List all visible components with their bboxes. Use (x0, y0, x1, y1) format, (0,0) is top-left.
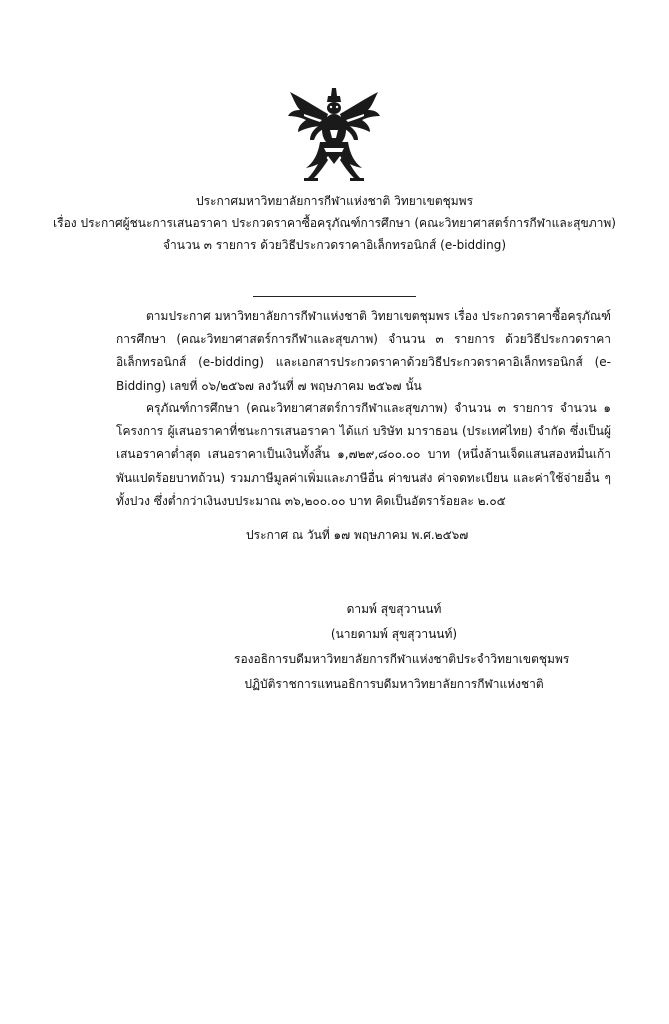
signer-acting: ปฏิบัติราชการแทนอธิการบดีมหาวิทยาลัยการกีฬาแห่งชาติ (244, 677, 544, 691)
doc-title: ประกาศมหาวิทยาลัยการกีฬาแห่งชาติ วิทยาเขตชุมพร (195, 194, 474, 208)
signer-position: รองอธิการบดีมหาวิทยาลัยการกีฬาแห่งชาติประจำวิทยาเขตชุมพร (234, 652, 570, 666)
body-paragraph-1 (116, 305, 611, 398)
divider (253, 296, 416, 297)
doc-subject-cont: จำนวน ๓ รายการ ด้วยวิธีประกวดราคาอิเล็กทรอนิกส์ (e-bidding) (162, 238, 507, 252)
paragraph-text: ตามประกาศ มหาวิทยาลัยการกีฬาแห่งชาติ วิทยาเขตชุมพร เรื่อง ประกวดราคาซื้อครุภัณฑ์การศึกษา (คณะวิทยาศาสตร์การกีฬาและสุขภาพ) จำนวน ๓ รายการ ด้วยวิธีประกวดราคาอิเล็กทรอนิกส์ (e-bidding) และเอกสารประกวดราคาด้วยวิธีประกวดราคาอิเล็กทรอนิกส์ (e-Bidding) เลขที่ ๐๖/๒๕๖๗ ลงวันที่ ๗ พฤษภาคม ๒๕๖๗ นั้น (116, 309, 611, 393)
garuda-emblem-icon (284, 84, 384, 184)
paragraph-text: ครุภัณฑ์การศึกษา (คณะวิทยาศาสตร์การกีฬาและสุขภาพ) จำนวน ๓ รายการ จำนวน ๑ โครงการ ผู้เสนอราคาที่ชนะการเสนอราคา ได้แก่ บริษัท มาราธอน (ประเทศไทย) จำกัด ซึ่งเป็นผู้เสนอราคาต่ำสุด เสนอราคาเป็นเงินทั้งสิ้น ๑,๗๒๙,๘๐๐.๐๐ บาท (หนึ่งล้านเจ็ดแสนสองหมื่นเก้าพันแปดร้อยบาทถ้วน) รวมภาษีมูลค่าเพิ่มและภาษีอื่น ค่าขนส่ง ค่าจดทะเบียน และค่าใช้จ่ายอื่น ๆ ทั้งปวง ซึ่งต่ำกว่าเงินงบประมาณ ๓๖,๒๐๐.๐๐ บาท คิดเป็นอัตราร้อยละ ๒.๐๕ (116, 401, 611, 508)
body-paragraph-2 (116, 397, 611, 513)
signer-full-name: (นายดามพ์ สุขสุวานนท์) (330, 627, 458, 641)
signed-name: ดามพ์ สุขสุวานนท์ (346, 602, 442, 616)
doc-subject: เรื่อง ประกาศผู้ชนะการเสนอราคา ประกวดราคาซื้อครุภัณฑ์การศึกษา (คณะวิทยาศาสตร์การกีฬาและสุขภาพ) (53, 216, 616, 230)
announce-date: ประกาศ ณ วันที่ ๑๗ พฤษภาคม พ.ศ.๒๕๖๗ (246, 528, 469, 542)
